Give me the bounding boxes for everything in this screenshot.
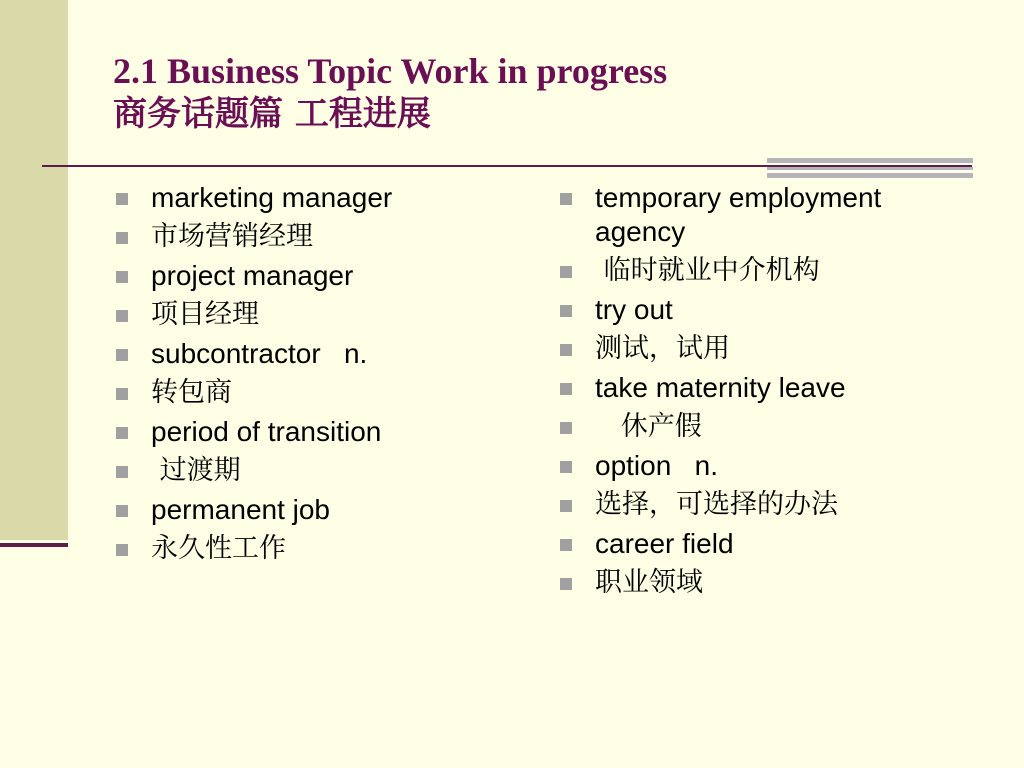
- list-item: [557, 527, 957, 561]
- list-item-text: temporary employment agency: [595, 182, 890, 247]
- list-item: [557, 181, 957, 249]
- square-bullet-icon: [560, 422, 572, 434]
- list-item-text: 过渡期: [151, 455, 241, 486]
- vocabulary-list-right: [557, 181, 957, 605]
- title-divider-accent: [767, 158, 973, 178]
- list-item-text: 转包商: [151, 377, 232, 408]
- list-item-text: 职业领域: [595, 567, 703, 598]
- list-item: [113, 532, 533, 566]
- square-bullet-icon: [116, 427, 128, 439]
- square-bullet-icon: [560, 344, 572, 356]
- list-item-text: 选择，可选择的办法: [595, 489, 838, 520]
- square-bullet-icon: [560, 500, 572, 512]
- square-bullet-icon: [116, 193, 128, 205]
- list-item: [113, 337, 533, 371]
- list-item-text: 项目经理: [151, 299, 259, 330]
- list-item-text: option n.: [595, 450, 718, 481]
- side-decoration-band: [0, 0, 68, 540]
- list-item: [113, 454, 533, 488]
- square-bullet-icon: [560, 266, 572, 278]
- list-item: [113, 220, 533, 254]
- list-item: [557, 449, 957, 483]
- list-item: [557, 254, 957, 288]
- title-chinese: 商务话题篇 工程进展: [113, 94, 431, 134]
- list-item-text: 临时就业中介机构: [595, 255, 820, 286]
- list-item-text: take maternity leave: [595, 372, 846, 403]
- square-bullet-icon: [116, 544, 128, 556]
- list-item-text: marketing manager: [151, 182, 393, 213]
- square-bullet-icon: [116, 310, 128, 322]
- square-bullet-icon: [560, 578, 572, 590]
- square-bullet-icon: [560, 305, 572, 317]
- square-bullet-icon: [116, 349, 128, 361]
- list-item-text: 永久性工作: [151, 533, 286, 564]
- square-bullet-icon: [116, 388, 128, 400]
- vocabulary-list-left: [113, 181, 533, 571]
- list-item-text: period of transition: [151, 416, 382, 447]
- list-item: [113, 181, 533, 215]
- square-bullet-icon: [116, 232, 128, 244]
- list-item-text: permanent job: [151, 494, 331, 525]
- list-item: [557, 566, 957, 600]
- title-english: 2.1 Business Topic Work in progress: [113, 51, 668, 91]
- list-item: [113, 259, 533, 293]
- square-bullet-icon: [560, 193, 572, 205]
- list-item-text: career field: [595, 528, 734, 559]
- list-item-text: 市场营销经理: [151, 221, 313, 252]
- list-item-text: project manager: [151, 260, 354, 291]
- square-bullet-icon: [560, 383, 572, 395]
- square-bullet-icon: [116, 271, 128, 283]
- side-decoration-line: [0, 543, 68, 547]
- list-item: [557, 293, 957, 327]
- list-item-text: try out: [595, 294, 673, 325]
- square-bullet-icon: [116, 505, 128, 517]
- list-item: [557, 488, 957, 522]
- square-bullet-icon: [116, 466, 128, 478]
- list-item: [113, 298, 533, 332]
- list-item-text: 测试，试用: [595, 333, 730, 364]
- list-item: [113, 415, 533, 449]
- list-item: [557, 410, 957, 444]
- list-item-text: subcontractor n.: [151, 338, 368, 369]
- list-item: [113, 376, 533, 410]
- square-bullet-icon: [560, 539, 572, 551]
- list-item: [557, 332, 957, 366]
- slide-title: [113, 50, 973, 136]
- list-item-text: 休产假: [595, 411, 702, 442]
- list-item: [557, 371, 957, 405]
- square-bullet-icon: [560, 461, 572, 473]
- list-item: [113, 493, 533, 527]
